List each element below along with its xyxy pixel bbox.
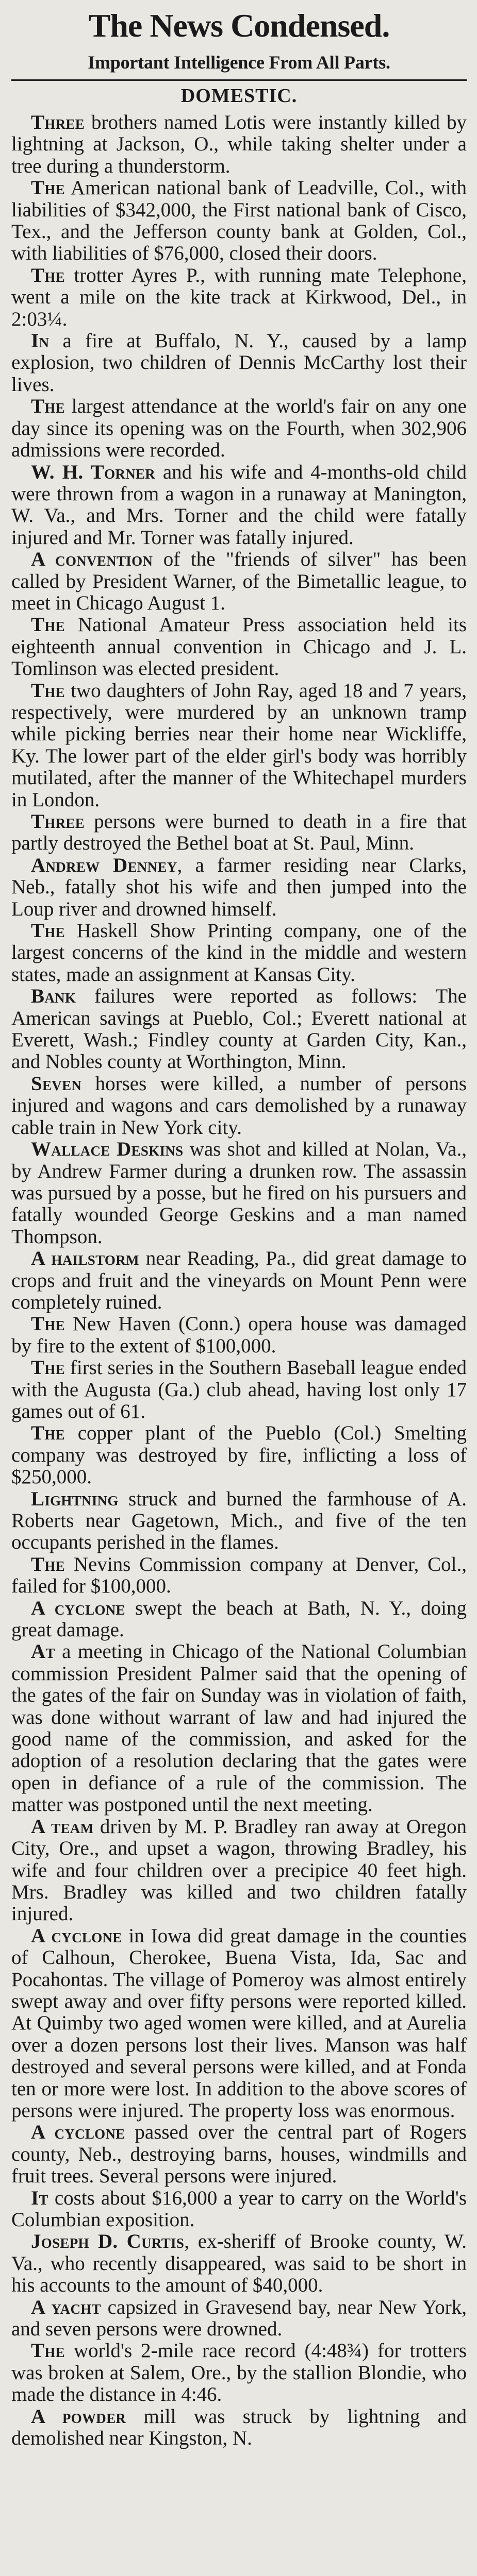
divider-rule [11,79,467,81]
news-item-lead: It [31,2187,48,2209]
news-item [11,1248,467,1313]
news-item [11,2122,467,2187]
news-item-lead: A convention [31,548,153,571]
news-item-lead: The [31,177,65,199]
news-item [11,1357,467,1422]
news-item-text: costs about $16,000 a year to carry on the World's Columbian exposition. [11,2187,467,2231]
news-item-lead: A cyclone [31,1924,122,1947]
news-item-lead: The [31,614,65,636]
news-item [11,1073,467,1139]
news-item-lead: The [31,920,65,942]
news-item-text: capsized in Gravesend bay, near New York, and seven persons were drowned. [11,2296,467,2341]
news-item [11,1313,467,1357]
news-item-text: struck and burned the farmhouse of A. Roberts near Gagetown, Mich., and five of the ten occupants perished in the flames. [11,1487,467,1554]
news-item [11,920,467,986]
news-item-lead: Andrew Denney [31,854,177,876]
news-item-lead: Bank [31,985,76,1008]
news-item-lead: A yacht [31,2296,101,2318]
news-item-lead: At [31,1640,55,1663]
news-item-text: brothers named Lotis were instantly killed by lightning at Jackson, O., while taking shelter under a tree during a thunderstorm. [11,111,467,177]
news-item-text: persons were burned to death in a fire that partly destroyed the Bethel boat at St. Paul, Minn. [11,810,467,855]
news-item-text: , a farmer residing near Clarks, Neb., fatally shot his wife and then jumped into the Loup river and drowned himself. [11,854,467,920]
news-item [11,1554,467,1598]
news-item-text: passed over the central part of Rogers county, Neb., destroying barns, houses, windmills and fruit trees. Several persons were injured. [11,2121,467,2188]
news-item [11,2188,467,2231]
news-item [11,1925,467,2122]
news-item-lead: Seven [31,1072,82,1095]
news-item-lead: The [31,1357,65,1379]
news-item-text: Nevins Commission company at Denver, Col., failed for $100,000. [11,1553,467,1598]
news-item-lead: A team [31,1815,94,1838]
news-item-lead: The [31,679,65,702]
news-item-text: world's 2-mile race record (4:48¾) for trotters was broken at Salem, Ore., by the stallion Blondie, who made the distance in 4:46. [11,2340,467,2406]
news-item-text: a meeting in Chicago of the National Columbian commission President Palmer said that the opening of the gates of the fair on Sunday was in violation of faith, was done without warrant of law and had injured the good name of the commission, and asked for the adoption of a resolution declaring that the gates were open in defiance of a rule of the commission. The matter was postponed until the next meeting. [11,1640,467,1816]
news-item-text: near Reading, Pa., did great damage to crops and fruit and the vineyards on Mount Penn were completely ruined. [11,1247,467,1313]
news-item [11,2231,467,2296]
news-item-lead: A cyclone [31,1597,125,1619]
news-item [11,2406,467,2450]
news-item-text: National Amateur Press association held its eighteenth annual convention in Chicago and J. L. Tomlinson was elected president. [11,614,467,680]
news-item-text: , ex-sheriff of Brooke county, W. Va., who recently disappeared, was said to be short in his accounts to the amount of $40,000. [11,2230,467,2297]
news-item [11,549,467,614]
news-item-text: failures were reported as follows: The American savings at Pueblo, Col.; Everett national at Everett, Wash.; Findley county at Garden City, Kan., and Nobles county at Worthington, Minn. [11,985,467,1073]
news-item [11,265,467,330]
news-item-text: two daughters of John Ray, aged 18 and 7 years, respectively, were murdered by an unknown tramp while picking berries near their home near Wickliffe, Ky. The lower part of the elder girl's body was horribly mutilated, after the manner of the Whitechapel murders in London. [11,679,467,811]
news-item [11,1488,467,1554]
section-title: DOMESTIC. [180,85,298,107]
news-item-text: largest attendance at the world's fair on any one day since its opening was on the Fourth, when 302,906 admissions were recorded. [11,395,467,462]
news-item-text: horses were killed, a number of persons injured and wagons and cars demolished by a runaway cable train in New York city. [11,1072,467,1139]
news-item-lead: The [31,1422,65,1445]
news-item [11,112,467,177]
news-item-text: first series in the Southern Baseball league ended with the Augusta (Ga.) club ahead, having lost only 17 games out of 61. [11,1357,467,1422]
news-item-lead: The [31,264,65,286]
news-item-text: trotter Ayres P., with running mate Telephone, went a mile on the kite track at Kirkwood, Del., in 2:03¼. [11,264,467,330]
news-item [11,2340,467,2405]
news-item-text: New Haven (Conn.) opera house was damaged by fire to the extent of $100,000. [11,1313,467,1357]
masthead-title: The News Condensed. [88,7,390,44]
news-item-lead: A hailstorm [31,1247,139,1270]
news-item [11,396,467,461]
news-item-text: copper plant of the Pueblo (Col.) Smelting company was destroyed by fire, inflicting a loss of $250,000. [11,1422,467,1488]
news-item-lead: The [31,395,65,418]
news-item [11,462,467,549]
news-item-text: and his wife and 4-months-old child were thrown from a wagon in a runaway at Manington, W. Va., and Mrs. Torner and the child were fatally injured and Mr. Torner was fatally injured. [11,461,467,549]
news-item [11,2297,467,2341]
news-item [11,855,467,920]
news-item-lead: W. H. Torner [31,461,156,483]
news-item [11,811,467,855]
news-item-text: driven by M. P. Bradley ran away at Oregon City, Ore., and upset a wagon, throwing Bradley, his wife and four children over a precipice 40 feet high. Mrs. Bradley was killed and two children fatally injured. [11,1815,467,1925]
news-item-text: American national bank of Leadville, Col., with liabilities of $342,000, the First national bank of Cisco, Tex., and the Jefferson county bank at Golden, Col., with liabilities of $76,000, closed their doors. [11,177,467,265]
news-item [11,1139,467,1248]
news-item-lead: The [31,1553,65,1575]
news-item-lead: Joseph D. Curtis [31,2230,185,2253]
news-items [11,112,467,2449]
news-item-lead: A powder [31,2405,126,2428]
news-item [11,1422,467,1488]
news-item [11,1641,467,1816]
news-item-lead: Lightning [31,1487,119,1510]
news-item-text: of the "friends of silver" has been called by President Warner, of the Bimetallic league, to meet in Chicago August 1. [11,548,467,614]
news-item-text: swept the beach at Bath, N. Y., doing great damage. [11,1597,467,1641]
news-item-lead: Three [31,111,85,133]
news-item [11,614,467,680]
news-item-text: a fire at Buffalo, N. Y., caused by a lamp explosion, two children of Dennis McCarthy lost their lives. [11,330,467,396]
news-item-lead: Wallace Deskins [31,1138,184,1161]
news-item-text: was shot and killed at Nolan, Va., by Andrew Farmer during a drunken row. The assassin was pursued by a posse, but he fired on his pursuers and fatally wounded George Geskins and a man named Thompson. [11,1138,467,1248]
news-item [11,330,467,396]
news-item [11,177,467,265]
news-item [11,986,467,1073]
news-item-text: Haskell Show Printing company, one of the largest concerns of the kind in the middle and western states, made an assignment at Kansas City. [11,920,467,986]
news-item [11,680,467,811]
news-item-lead: The [31,2340,65,2362]
news-item-text: in Iowa did great damage in the counties of Calhoun, Cherokee, Buena Vista, Ida, Sac and Pocahontas. The village of Pomeroy was almost entirely swept away and over fifty persons were reported killed. At Quimby two aged women were killed, and at Aurelia over a dozen persons lost their lives. Manson was half destroyed and several persons were killed, and at Fonda ten or more were lost. In addition to the above scores of persons were injured. The property loss was enormous. [11,1924,467,2122]
news-item-lead: In [31,330,50,352]
news-item-lead: The [31,1313,65,1335]
news-item [11,1816,467,1925]
news-item-lead: A cyclone [31,2121,125,2144]
news-item [11,1598,467,1641]
news-item-lead: Three [31,810,85,833]
subheading: Important Intelligence From All Parts. [88,52,390,73]
news-item-text: mill was struck by lightning and demolished near Kingston, N. [11,2405,467,2450]
